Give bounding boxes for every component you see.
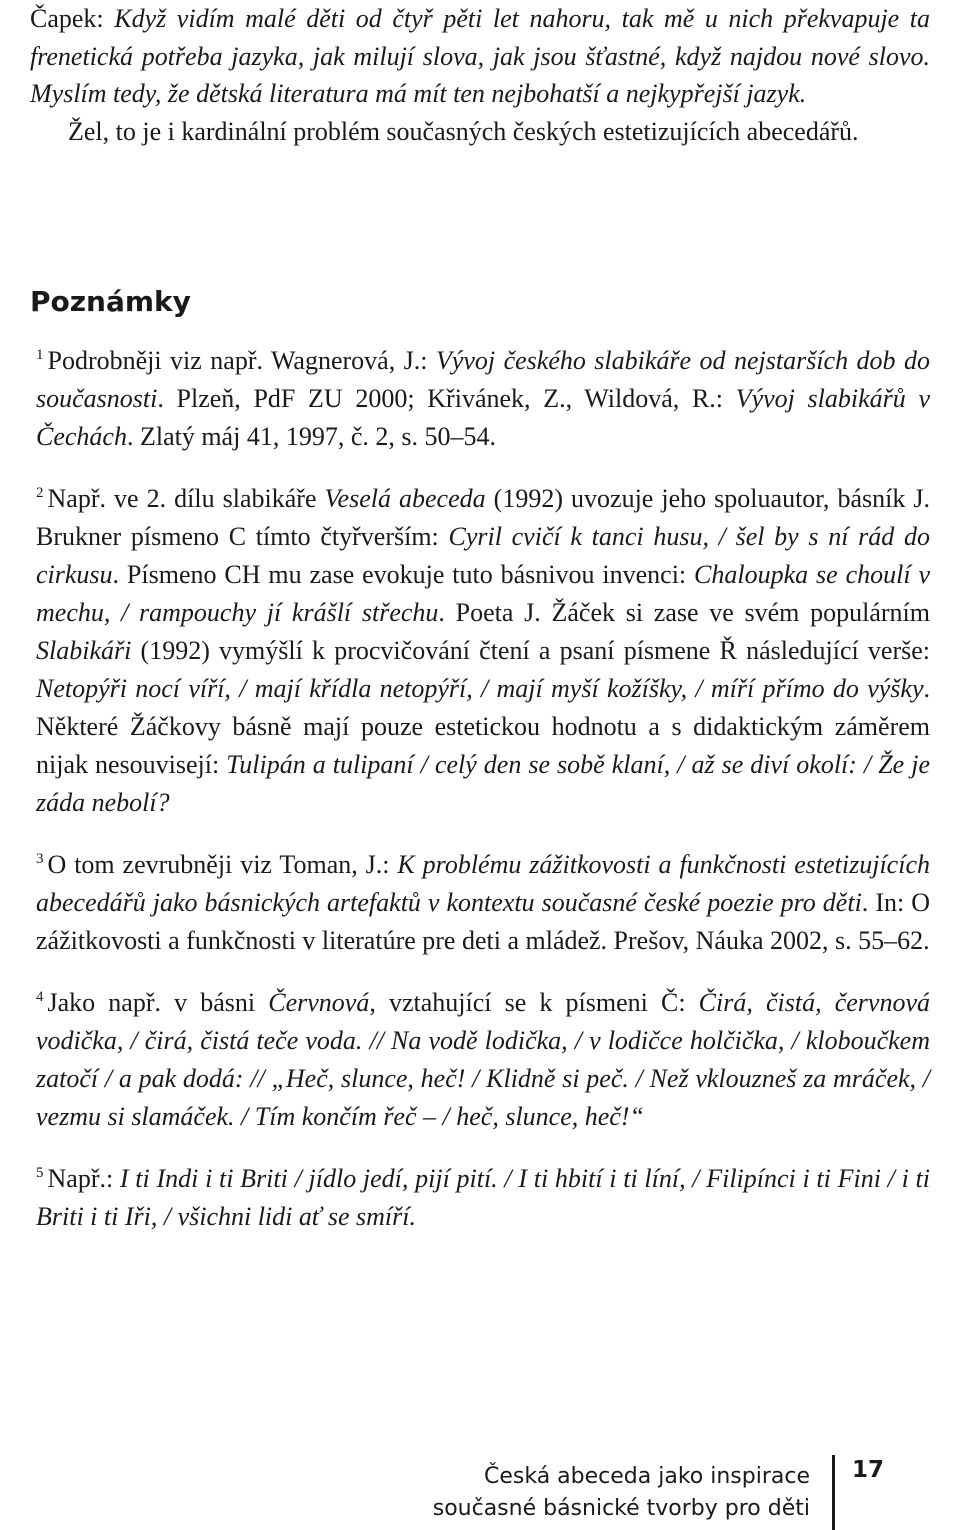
notes-list [30, 336, 930, 1254]
quote-speaker: Čapek: [30, 4, 104, 33]
footnote-italic-text: Netopýři nocí víří, / mají křídla netopýří, / mají myší kožíšky, / míří přímo do výšky [36, 674, 924, 703]
footnote-italic-text: Vývoj slabikářů v Čechách [36, 384, 930, 451]
footnote-italic-text: Cyril cvičí k tanci husu, / šel by s ní rád do cirkusu [36, 522, 931, 589]
footnote [30, 1154, 930, 1236]
footnote-italic-text: Tulipán a tulipaní / celý den se sobě klaní, / až se diví okolí: / Že je záda nebolí? [36, 750, 930, 817]
footnote-text: . Plzeň, PdF ZU 2000; Křivánek, Z., Wildová, R.: [157, 384, 736, 413]
footer-divider [832, 1455, 835, 1530]
footnote-text: (1992) vymýšlí k procvičování čtení a psaní písmene Ř následující verše: [131, 636, 930, 665]
footnote-italic-text: Červnová [268, 988, 370, 1017]
footnote-italic-text: Čirá, čistá, červnová vodička, / čirá, čistá teče voda. // Na vodě lodička, / v lodičce holčička, / kloboučkem zatočí / a pak dodá: // „Heč, slunce, heč! / Klidně si peč. / Než vklouzneš za mráček, / vezmu si slamáček. / Tím končím řeč – / heč, slunce, heč!“ [36, 988, 930, 1131]
footer-title [433, 1461, 810, 1525]
footnote-number: 4 [36, 989, 44, 1005]
footnote-number: 3 [36, 851, 44, 867]
quote-paragraph [30, 0, 930, 113]
footnote [30, 336, 930, 456]
footnote-text: . Písmeno CH mu zase evokuje tuto básnivou invenci: [112, 560, 695, 589]
footnote-text: (1992) uvozuje jeho spoluautor, básník J. Brukner písmeno C tímto čtyřverším: [36, 484, 930, 551]
footnote-text: Podrobněji viz např. Wagnerová, J.: [47, 346, 436, 375]
intro-paragraph-2: Žel, to je i kardinální problém současných českých estetizujících abecedářů. [68, 116, 859, 146]
intro-text [30, 0, 930, 150]
footnote-text: Např.: [47, 1164, 120, 1193]
footnote-number: 1 [36, 347, 44, 363]
footnote-number: 2 [36, 485, 44, 501]
footnote-italic-text: Slabikáři [36, 636, 132, 665]
footnote-text: , vztahující se k písmeni Č: [369, 988, 699, 1017]
footnote-text: Jako např. v básni [47, 988, 269, 1017]
footer-title-line-2: současné básnické tvorby pro děti [432, 1496, 810, 1521]
footnote-italic-text: Veselá abeceda [324, 484, 486, 513]
page-footer [420, 1455, 930, 1530]
footer-title-line-1: Česká abeceda jako inspirace [484, 1464, 810, 1489]
footnote-italic-text: Vývoj českého slabikáře od nejstarších dob do současnosti [36, 346, 930, 413]
footnote-text: . Zlatý máj 41, 1997, č. 2, s. 50–54. [126, 422, 496, 451]
footnote-italic-text: K problému zážitkovosti a funkčnosti estetizujících abecedářů jako básnických artefaktů v kontextu současné české poezie pro děti [36, 850, 930, 917]
footnote-italic-text: I ti Indi i ti Briti / jídlo jedí, pijí pití. / I ti hbití i ti líní, / Filipínci i ti Fini / i ti Briti i ti Iři, / všichni lidi ať se smíří. [36, 1164, 930, 1231]
footnote [30, 474, 930, 822]
footnote [30, 840, 930, 960]
footnote-number: 5 [36, 1165, 44, 1181]
footnote-text: . In: O zážitkovosti a funkčnosti v literatúre pre deti a mládež. Prešov, Náuka 2002, s. 55–62. [36, 888, 930, 955]
footnote-text: Např. ve 2. dílu slabikáře [47, 484, 325, 513]
footnote [30, 978, 930, 1136]
notes-heading: Poznámky [30, 285, 191, 318]
footnote-text: O tom zevrubněji viz Toman, J.: [47, 850, 398, 879]
footnote-text: . Některé Žáčkovy básně mají pouze estetickou hodnotu a s didaktickým záměrem nijak nesouvisejí: [36, 674, 930, 779]
page-number: 17 [852, 1457, 885, 1483]
quote-text: Když vidím malé děti od čtyř pěti let nahoru, tak mě u nich překvapuje ta frenetická potřeba jazyka, jak milují slova, jak jsou šťastné, když najdou nové slovo. Myslím tedy, že dětská literatura má mít ten nejbohatší a nejkypřejší jazyk. [30, 4, 931, 109]
footnote-text: . Poeta J. Žáček si zase ve svém populárním [438, 598, 931, 627]
footnote-italic-text: Chaloupka se choulí v mechu, / rampouchy jí krášlí střechu [36, 560, 930, 627]
